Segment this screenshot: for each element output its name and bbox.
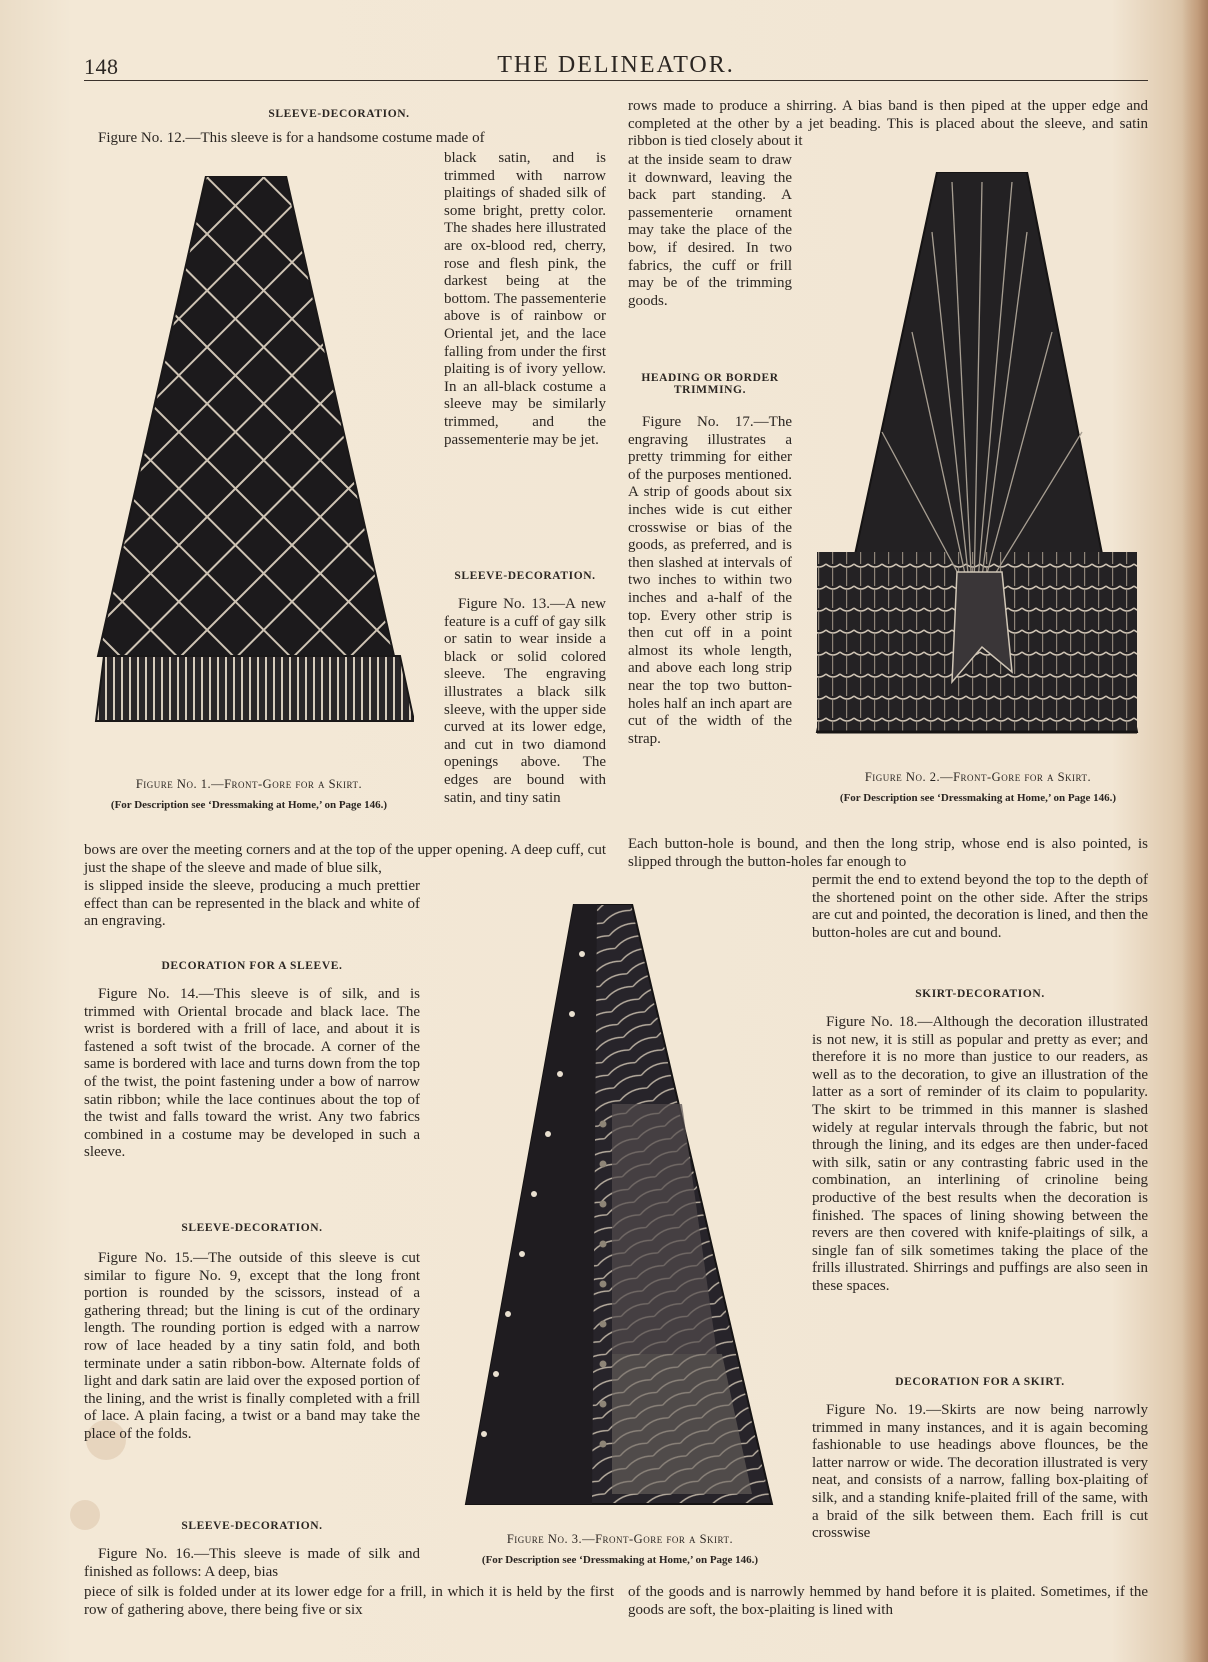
figure-2-caption: [810, 770, 1146, 804]
paragraph-fig14: Figure No. 14.—This sleeve is of silk, and is trimmed with Oriental brocade and black lace. The wrist is bordered with a frill of lace, and about it is fastened a soft twist of the brocade. A corner of the same is bordered with lace and turns down from the top of the twist, the point fastening under a bow of narrow satin ribbon; while the lace continues about the top of the twist and falls toward the wrist. Any two fabrics combined in a costume may be developed in such a sleeve.: [84, 986, 420, 1161]
paragraph-fig16-cont: piece of silk is folded under at its lower edge for a frill, in which it is held by the first row of gathering above, there being five or six: [84, 1584, 614, 1618]
paragraph-fig17-end: permit the end to extend beyond the top to the depth of the shortened point on the other side. After the strips are cut and pointed, the decoration is lined, and then the button-holes are cut and bound.: [812, 872, 1148, 941]
section-heading: SLEEVE-DECORATION.: [268, 108, 410, 120]
page-number: 148: [84, 54, 119, 79]
figure-1-caption: [84, 777, 414, 811]
paragraph-fig19-cont: of the goods and is narrowly hemmed by hand before it is plaited. Sometimes, if the goods are soft, the box-plaiting is lined with: [628, 1584, 1148, 1618]
page-edge-shadow: [1182, 0, 1208, 1662]
figure-3-skirt-gore: [462, 904, 778, 1526]
figure-2-note: (For Description see ‘Dressmaking at Home,’ on Page 146.): [839, 792, 1117, 804]
paragraph-fig16: Figure No. 16.—This sleeve is made of silk and finished as follows: A deep, bias: [84, 1546, 420, 1580]
section-heading: SKIRT-DECORATION.: [915, 988, 1045, 1000]
figure-2-title: Figure No. 2.—Front-Gore for a Skirt.: [864, 770, 1092, 784]
section-heading: DECORATION FOR A SLEEVE.: [161, 960, 343, 972]
figure-1-note: (For Description see ‘Dressmaking at Home,’ on Page 146.): [110, 799, 388, 811]
paragraph-fig17: Figure No. 17.—The engraving illustrates a pretty trimming for either of the purposes mentioned. A strip of goods about six inches wide is cut either crosswise or bias of the goods, as preferred, and is then slashed at intervals of two inches to within two inches and a-half of the top. Every other strip is then cut off in a point almost its whole length, and above each long strip near the top two button-holes half an inch apart are cut of the width of the strap.: [628, 414, 792, 747]
paragraph-fig19: Figure No. 19.—Skirts are now being narrowly trimmed in many instances, and it is again becoming fashionable to use headings above flounces, be the latter narrow or wide. The decoration illustrated is very neat, and consists of a narrow, falling box-plaiting of silk, and a standing knife-plaited frill of the same, with a braid of the silk between them. Each frill is cut crosswise: [812, 1402, 1148, 1542]
paragraph-fig15: Figure No. 15.—The outside of this sleeve is cut similar to figure No. 9, except that the long front portion is rounded by the scissors, instead of a gathering thread; but the lining is cut of the ordinary length. The rounding portion is edged with a narrow row of lace headed by a tiny satin fold, and both terminate under a satin ribbon-bow. Alternate folds of light and dark satin are laid over the exposed portion of the lining, and the wrist is finally completed with a frill of lace. A plain facing, a twist or a band may take the place of the folds.: [84, 1250, 420, 1442]
section-heading: HEADING OR BORDER TRIMMING.: [641, 372, 779, 396]
figure-3-title: Figure No. 3.—Front-Gore for a Skirt.: [506, 1532, 734, 1546]
figure-3-caption: [458, 1532, 782, 1566]
paragraph-fig12: Figure No. 12.—This sleeve is for a handsome costume made of: [98, 130, 485, 146]
section-heading: SLEEVE-DECORATION.: [454, 570, 596, 582]
magazine-title: THE DELINEATOR.: [497, 52, 735, 78]
figure-1-title: Figure No. 1.—Front-Gore for a Skirt.: [135, 777, 363, 791]
paragraph-fig17-cont: Each button-hole is bound, and then the long strip, whose end is also pointed, is slipped through the button-holes far enough to: [628, 836, 1148, 870]
paragraph-fig18: Figure No. 18.—Although the decoration illustrated is not new, it is still as popular and pretty as ever; and therefore it is no more than justice to our readers, as well as to the decoration, to give an illustration of the latter as a sort of reminder of its claim to popularity. The skirt to be trimmed in this manner is slashed widely at regular intervals through the fabric, but not through the lining, and its edges are then under-faced with silk, satin or any contrasting fabric used in the combination, an interlining of crinoline being productive of the best results when the decoration is finished. The spaces of lining showing between the revers are then covered with knife-plaitings of silk, a single fan of silk sometimes taking the place of the frills illustrated. Shirrings and puffings are also seen in these spaces.: [812, 1014, 1148, 1294]
paragraph-fig16-cont: rows made to produce a shirring. A bias band is then piped at the upper edge and completed at the other by a jet beading. This is placed about the sleeve, and satin ribbon is tied closely about it: [628, 98, 1148, 150]
figure-2-skirt-gore: [812, 172, 1142, 752]
paragraph-fig16-end: at the inside seam to draw it downward, leaving the back part standing. A passementerie ornament may take the place of the bow, if desired. In two fabrics, the cuff or frill may be of the trimming goods.: [628, 152, 792, 309]
paragraph-fig13: Figure No. 13.—A new feature is a cuff of gay silk or satin to wear inside a black or solid colored sleeve. The engraving illustrates a black silk sleeve, with the upper side curved at its lower edge, and cut in two diamond openings above. The edges are bound with satin, and tiny satin: [444, 596, 606, 806]
paragraph-fig13-cont: bows are over the meeting corners and at the top of the upper opening. A deep cuff, cut just the shape of the sleeve and made of blue silk,: [84, 842, 606, 876]
page-header: [84, 48, 1148, 88]
section-heading: SLEEVE-DECORATION.: [181, 1222, 323, 1234]
paragraph-fig13-end: is slipped inside the sleeve, producing a much prettier effect than can be represented in the black and white of an engraving.: [84, 878, 420, 930]
figure-3-note: (For Description see ‘Dressmaking at Home,’ on Page 146.): [481, 1554, 759, 1566]
section-heading: DECORATION FOR A SKIRT.: [895, 1376, 1065, 1388]
header-rule: [84, 80, 1148, 81]
figure-1-skirt-gore: [94, 176, 414, 746]
paragraph-fig12-cont: black satin, and is trimmed with narrow plaitings of shaded silk of some bright, pretty color. The shades here illustrated are ox-blood red, cherry, rose and flesh pink, the darkest being at the bottom. The passementerie above is of rainbow or Oriental jet, and the lace falling from under the first plaiting is of ivory yellow. In an all-black costume a sleeve may be similarly trimmed, and the passementerie may be jet.: [444, 150, 606, 448]
section-heading: SLEEVE-DECORATION.: [181, 1520, 323, 1532]
